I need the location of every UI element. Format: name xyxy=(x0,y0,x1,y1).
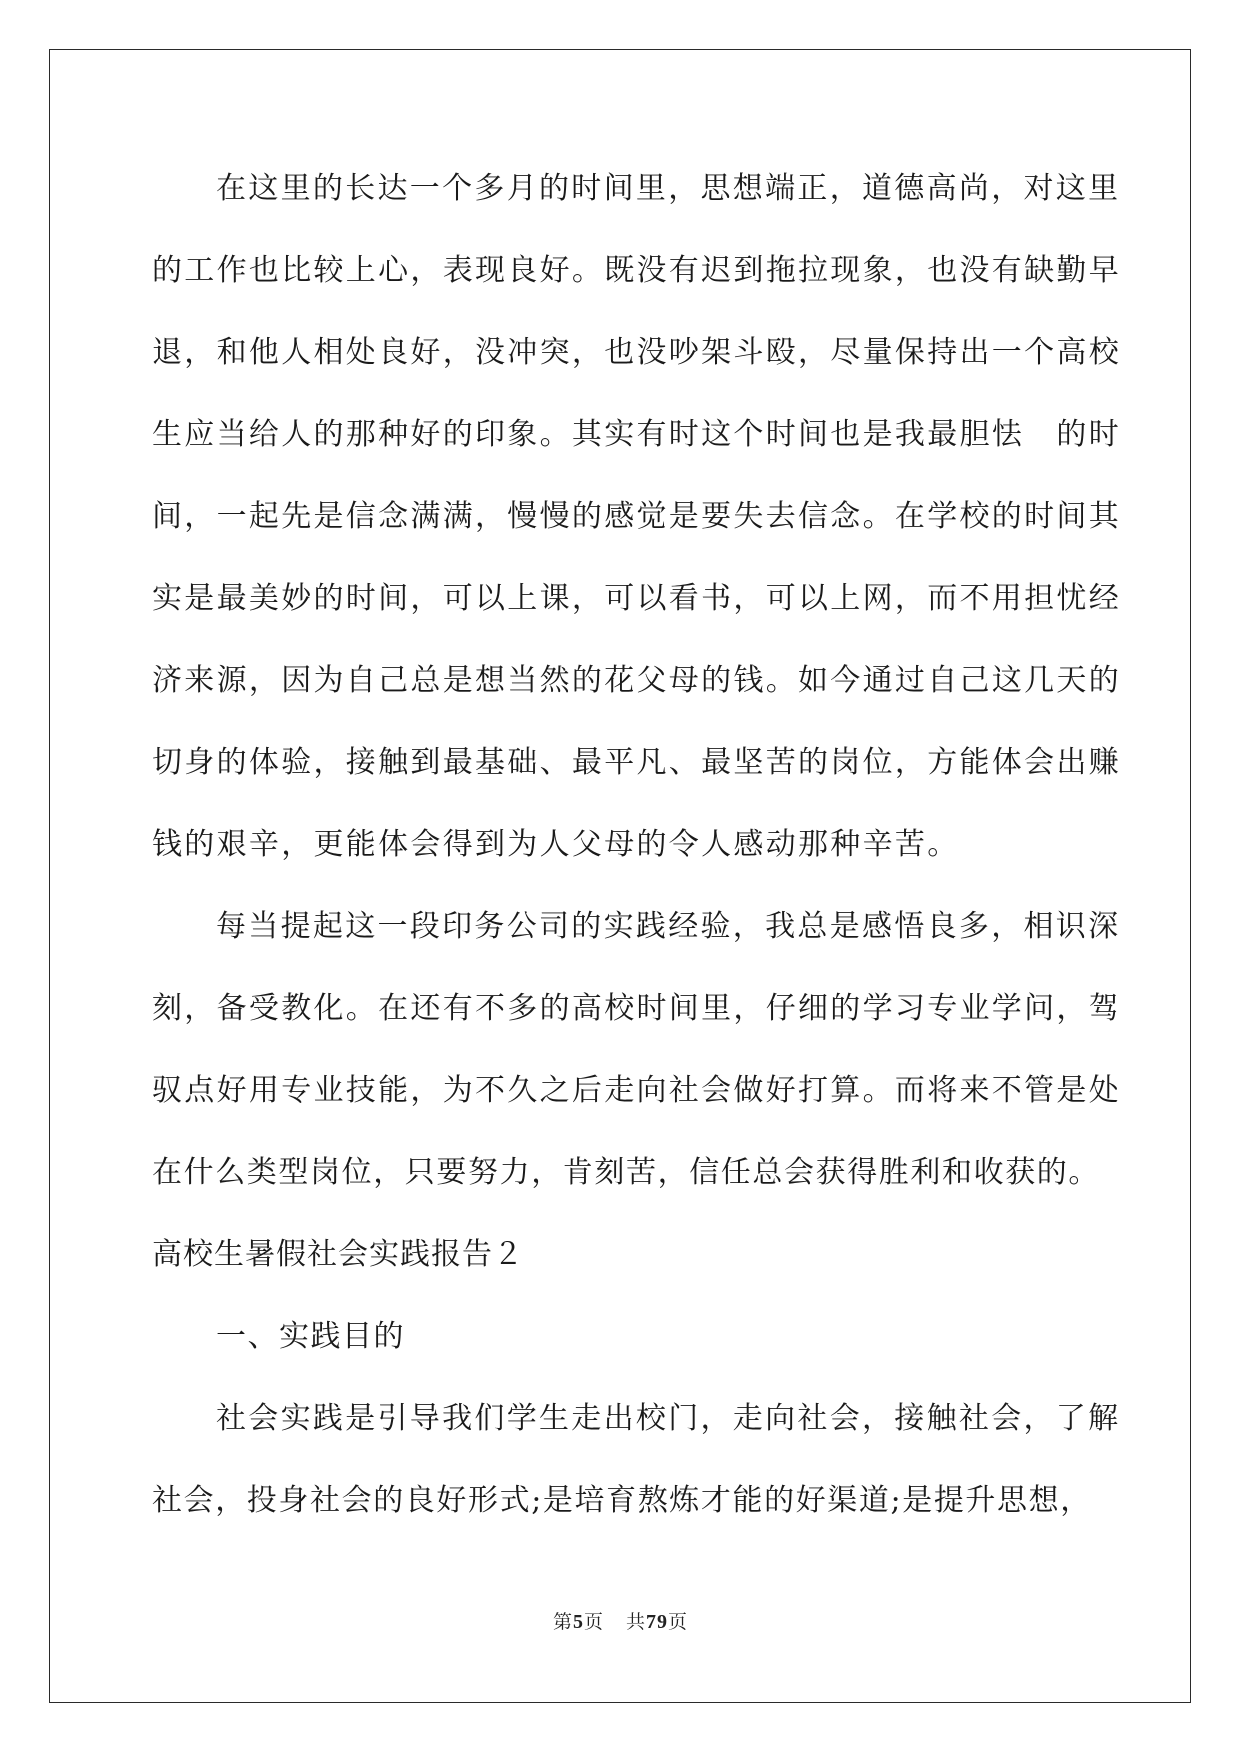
paragraph-line: 每当提起这一段印务公司的实践经验，我总是感悟良多，相识深 xyxy=(216,909,1121,944)
paragraph-line: 在什么类型岗位，只要努力，肯刻苦，信任总会获得胜利和收获的。 xyxy=(152,1155,1100,1190)
paragraph-line: 济来源，因为自己总是想当然的花父母的钱。如今通过自己这几天的 xyxy=(152,663,1121,698)
paragraph-line: 退，和他人相处良好，没冲突，也没吵架斗殴，尽量保持出一个高校 xyxy=(152,335,1121,370)
page-number-footer xyxy=(0,1607,1241,1634)
paragraph-line: 生应当给人的那种好的印象。其实有时这个时间也是我最胆怯 的时 xyxy=(152,417,1121,452)
total-suffix: 页 xyxy=(668,1611,689,1633)
total-pages-number: 79 xyxy=(646,1611,669,1633)
paragraph-line: 实是最美妙的时间，可以上课，可以看书，可以上网，而不用担忧经 xyxy=(152,581,1121,616)
paragraph-line: 社会，投身社会的良好形式;是培育熬炼才能的好渠道;是提升思想， xyxy=(152,1483,1092,1518)
paragraph-line: 驭点好用专业技能，为不久之后走向社会做好打算。而将来不管是处 xyxy=(152,1073,1121,1108)
current-page-number: 5 xyxy=(572,1611,584,1633)
paragraph-line: 社会实践是引导我们学生走出校门，走向社会，接触社会，了解 xyxy=(216,1401,1121,1436)
section-heading: 高校生暑假社会实践报告２ xyxy=(152,1237,524,1272)
page-prefix: 第 xyxy=(552,1611,573,1633)
paragraph-line: 间，一起先是信念满满，慢慢的感觉是要失去信念。在学校的时间其 xyxy=(152,499,1121,534)
paragraph-line: 切身的体验，接触到最基础、最平凡、最坚苦的岗位，方能体会出赚 xyxy=(152,745,1121,780)
page-word: 页 xyxy=(583,1611,604,1633)
document-body xyxy=(152,160,1121,1554)
paragraph-line: 刻，备受教化。在还有不多的高校时间里，仔细的学习专业学问，驾 xyxy=(152,991,1121,1026)
paragraph-line: 钱的艰辛，更能体会得到为人父母的令人感动那种辛苦。 xyxy=(152,827,960,862)
paragraph-line: 在这里的长达一个多月的时间里，思想端正，道德高尚，对这里 xyxy=(216,171,1121,206)
subsection-heading: 一、实践目的 xyxy=(216,1319,405,1354)
paragraph-line: 的工作也比较上心，表现良好。既没有迟到拖拉现象，也没有缺勤早 xyxy=(152,253,1121,288)
total-prefix: 共 xyxy=(626,1611,647,1633)
